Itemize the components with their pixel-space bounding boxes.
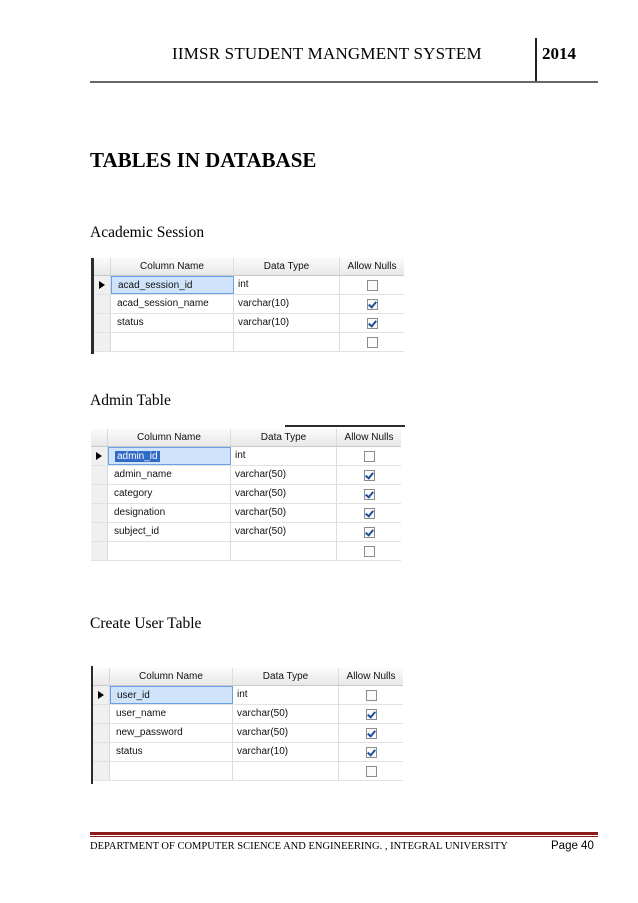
allow-nulls-checkbox[interactable] <box>367 337 378 348</box>
table-row[interactable] <box>94 276 404 295</box>
data-type-cell[interactable]: varchar(50) <box>233 724 339 742</box>
column-name-cell[interactable]: user_id <box>110 686 233 704</box>
header-divider <box>535 38 537 83</box>
footer-department: DEPARTMENT OF COMPUTER SCIENCE AND ENGINEERING. , INTEGRAL UNIVERSITY <box>90 841 508 852</box>
table-row[interactable] <box>91 542 401 561</box>
allow-nulls-checkbox[interactable] <box>364 489 375 500</box>
data-type-cell[interactable]: varchar(50) <box>231 504 337 522</box>
allow-nulls-checkbox[interactable] <box>367 299 378 310</box>
allow-nulls-checkbox[interactable] <box>366 690 377 701</box>
data-type-cell[interactable]: varchar(10) <box>233 743 339 761</box>
column-name-cell[interactable]: subject_id <box>108 523 231 541</box>
allow-nulls-cell <box>337 504 401 522</box>
table-academic-session <box>94 258 404 352</box>
header-title: IIMSR STUDENT MANGMENT SYSTEM <box>172 44 482 63</box>
data-type-cell[interactable]: varchar(50) <box>233 705 339 723</box>
row-selector[interactable] <box>91 542 108 560</box>
data-type-cell[interactable]: varchar(10) <box>234 314 340 332</box>
allow-nulls-cell <box>340 276 404 294</box>
table-create-user <box>93 668 403 781</box>
column-name-cell[interactable]: acad_session_id <box>111 276 234 294</box>
data-type-cell[interactable] <box>233 762 339 780</box>
data-type-cell[interactable] <box>231 542 337 560</box>
column-name-cell[interactable]: admin_name <box>108 466 231 484</box>
row-selector[interactable] <box>91 504 108 522</box>
allow-nulls-cell <box>337 542 401 560</box>
table-row[interactable] <box>93 705 403 724</box>
current-row-arrow-icon <box>99 281 105 289</box>
table-row[interactable] <box>91 523 401 542</box>
allow-nulls-cell <box>337 447 401 465</box>
row-selector[interactable] <box>91 466 108 484</box>
allow-nulls-checkbox[interactable] <box>364 527 375 538</box>
column-name-cell[interactable]: user_name <box>110 705 233 723</box>
table-row[interactable] <box>93 724 403 743</box>
section-title-admin-table: Admin Table <box>90 392 171 409</box>
column-name-header: Column Name <box>110 668 233 685</box>
row-selector[interactable] <box>93 686 110 704</box>
table-header-row <box>93 668 403 686</box>
allow-nulls-cell <box>340 333 404 351</box>
allow-nulls-checkbox[interactable] <box>366 766 377 777</box>
column-name-cell[interactable] <box>111 333 234 351</box>
allow-nulls-cell <box>339 705 403 723</box>
row-selector[interactable] <box>94 314 111 332</box>
table-row[interactable] <box>91 466 401 485</box>
allow-nulls-checkbox[interactable] <box>364 470 375 481</box>
table-header-row <box>94 258 404 276</box>
header-rule <box>90 81 598 83</box>
row-selector[interactable] <box>93 705 110 723</box>
data-type-cell[interactable]: varchar(50) <box>231 485 337 503</box>
data-type-cell[interactable]: varchar(10) <box>234 295 340 313</box>
allow-nulls-checkbox[interactable] <box>366 728 377 739</box>
allow-nulls-checkbox[interactable] <box>366 747 377 758</box>
data-type-cell[interactable]: int <box>231 447 337 465</box>
current-row-arrow-icon <box>98 691 104 699</box>
row-selector-header <box>91 429 108 446</box>
data-type-cell[interactable]: int <box>234 276 340 294</box>
data-type-header: Data Type <box>233 668 339 685</box>
footer-page-number: Page 40 <box>551 840 594 852</box>
section-title-academic-session: Academic Session <box>90 224 205 241</box>
header-year: 2014 <box>542 44 576 63</box>
allow-nulls-header: Allow Nulls <box>346 671 396 682</box>
section-title-create-user-table: Create User Table <box>90 615 202 632</box>
allow-nulls-header: Allow Nulls <box>344 432 394 443</box>
row-selector[interactable] <box>91 447 108 465</box>
column-name-cell[interactable]: admin_id <box>108 447 231 465</box>
allow-nulls-cell <box>337 523 401 541</box>
allow-nulls-cell <box>340 295 404 313</box>
allow-nulls-cell <box>337 485 401 503</box>
allow-nulls-cell <box>339 762 403 780</box>
table-row[interactable] <box>93 686 403 705</box>
data-type-cell[interactable]: varchar(50) <box>231 466 337 484</box>
row-selector[interactable] <box>94 276 111 294</box>
allow-nulls-checkbox[interactable] <box>364 546 375 557</box>
data-type-cell[interactable]: varchar(50) <box>231 523 337 541</box>
screenshot-edge <box>285 425 405 427</box>
column-name-header: Column Name <box>108 429 231 446</box>
current-row-arrow-icon <box>96 452 102 460</box>
table-row[interactable] <box>94 333 404 352</box>
allow-nulls-checkbox[interactable] <box>367 318 378 329</box>
column-name-cell[interactable]: acad_session_name <box>111 295 234 313</box>
table-admin <box>91 429 401 561</box>
footer-rule <box>90 832 598 835</box>
table-row[interactable] <box>91 485 401 504</box>
row-selector[interactable] <box>93 724 110 742</box>
page-heading: TABLES IN DATABASE <box>90 148 317 172</box>
row-selector[interactable] <box>93 762 110 780</box>
allow-nulls-checkbox[interactable] <box>367 280 378 291</box>
allow-nulls-header: Allow Nulls <box>347 261 397 272</box>
column-name-cell[interactable]: category <box>108 485 231 503</box>
allow-nulls-checkbox[interactable] <box>364 451 375 462</box>
allow-nulls-cell <box>339 743 403 761</box>
allow-nulls-cell <box>339 724 403 742</box>
footer-rule-thin <box>90 836 598 837</box>
column-name-header: Column Name <box>111 258 234 275</box>
allow-nulls-cell <box>339 686 403 704</box>
allow-nulls-cell <box>340 314 404 332</box>
data-type-cell[interactable] <box>234 333 340 351</box>
row-selector[interactable] <box>91 523 108 541</box>
column-name-cell[interactable] <box>110 762 233 780</box>
table-row[interactable] <box>91 447 401 466</box>
row-selector[interactable] <box>93 743 110 761</box>
column-name-cell[interactable]: status <box>110 743 233 761</box>
column-name-cell[interactable]: status <box>111 314 234 332</box>
row-selector[interactable] <box>94 295 111 313</box>
data-type-cell[interactable]: int <box>233 686 339 704</box>
column-name-cell[interactable] <box>108 542 231 560</box>
column-name-cell[interactable]: designation <box>108 504 231 522</box>
allow-nulls-checkbox[interactable] <box>366 709 377 720</box>
table-row[interactable] <box>94 314 404 333</box>
data-type-header: Data Type <box>231 429 337 446</box>
table-header-row <box>91 429 401 447</box>
data-type-header: Data Type <box>234 258 340 275</box>
table-row[interactable] <box>94 295 404 314</box>
row-selector-header <box>94 258 111 275</box>
row-selector[interactable] <box>91 485 108 503</box>
allow-nulls-cell <box>337 466 401 484</box>
table-row[interactable] <box>91 504 401 523</box>
table-row[interactable] <box>93 762 403 781</box>
table-row[interactable] <box>93 743 403 762</box>
column-name-cell[interactable]: new_password <box>110 724 233 742</box>
allow-nulls-checkbox[interactable] <box>364 508 375 519</box>
row-selector[interactable] <box>94 333 111 351</box>
row-selector-header <box>93 668 110 685</box>
